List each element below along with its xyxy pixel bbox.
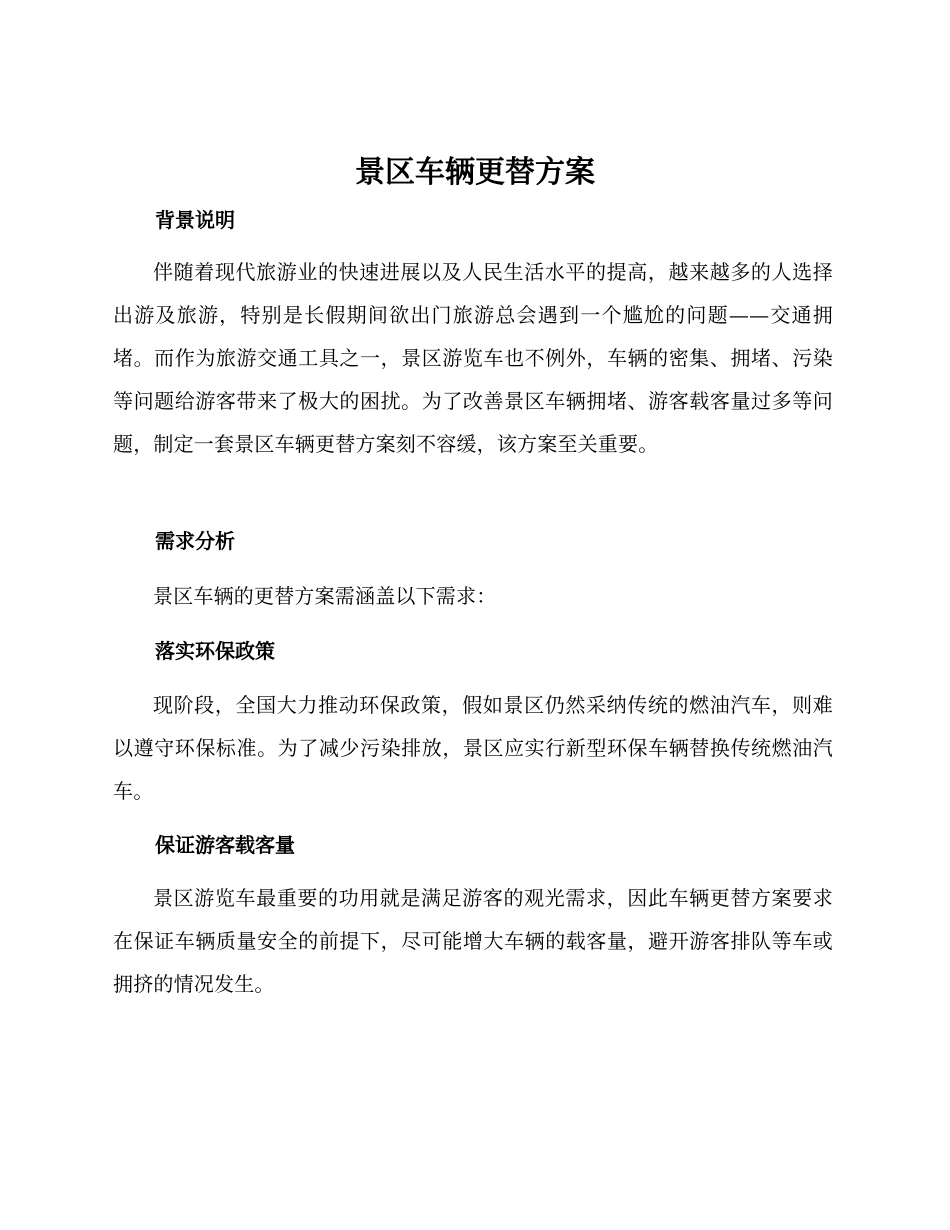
section-heading-needs: 需求分析 bbox=[155, 529, 235, 553]
paragraph-capacity: 景区游览车最重要的功用就是满足游客的观光需求，因此车辆更替方案要求在保证车辆质量安全的前提下，尽可能增大车辆的载客量，避开游客排队等车或拥挤的情况发生。 bbox=[113, 886, 833, 996]
document-title: 景区车辆更替方案 bbox=[355, 155, 595, 190]
section-heading-background: 背景说明 bbox=[155, 208, 235, 232]
paragraph-needs: 景区车辆的更替方案需涵盖以下需求： bbox=[153, 584, 497, 608]
section-heading-capacity: 保证游客载客量 bbox=[155, 833, 295, 857]
paragraph-environment: 现阶段，全国大力推动环保政策，假如景区仍然采纳传统的燃油汽车，则难以遵守环保标准。为了减少污染排放，景区应实行新型环保车辆替换传统燃油汽车。 bbox=[113, 693, 833, 803]
section-heading-environment: 落实环保政策 bbox=[155, 639, 275, 663]
paragraph-background: 伴随着现代旅游业的快速进展以及人民生活水平的提高，越来越多的人选择出游及旅游，特别是长假期间欲出门旅游总会遇到一个尴尬的问题——交通拥堵。而作为旅游交通工具之一，景区游览车也不例外，车辆的密集、拥堵、污染等问题给游客带来了极大的困扰。为了改善景区车辆拥堵、游客载客量过多等问题，制定一套景区车辆更替方案刻不容缓，该方案至关重要。 bbox=[113, 260, 833, 456]
